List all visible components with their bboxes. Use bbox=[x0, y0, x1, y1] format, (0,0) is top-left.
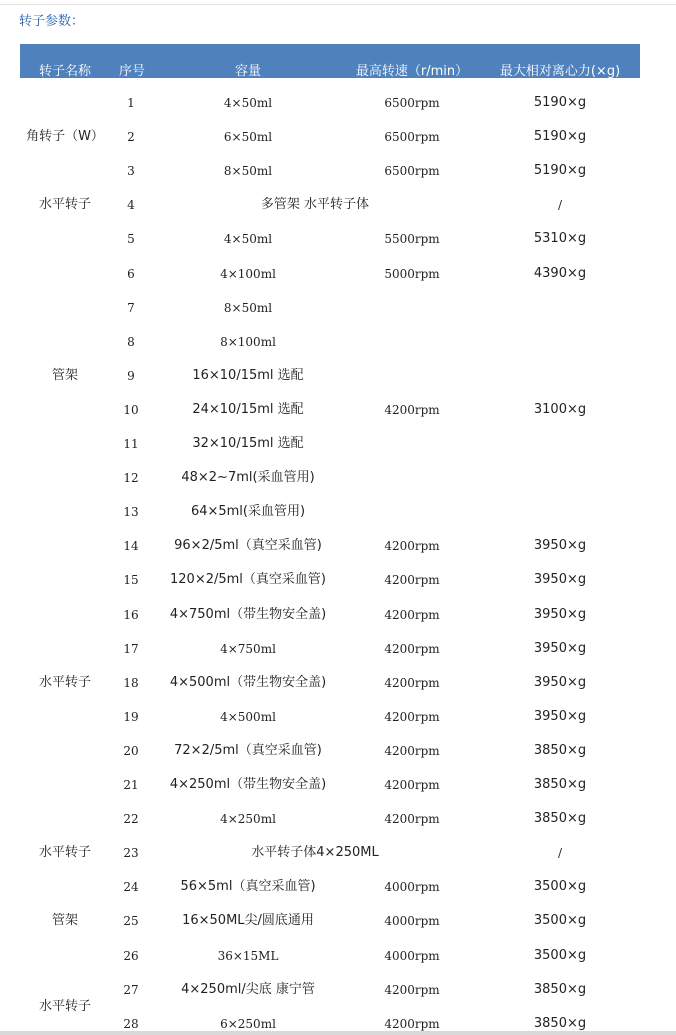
row-capacity: 4×500ml（带生物安全盖) bbox=[169, 674, 327, 690]
row-max-rcf: / bbox=[557, 198, 563, 213]
bottom-divider bbox=[0, 1031, 676, 1035]
row-capacity: 多管架 水平转子体 bbox=[260, 197, 370, 213]
row-index: 13 bbox=[123, 505, 139, 520]
row-max-rcf: 3950×g bbox=[533, 538, 587, 554]
row-max-rcf: 3500×g bbox=[533, 947, 587, 963]
row-max-rcf: 5190×g bbox=[533, 163, 587, 179]
row-max-rcf: 4390×g bbox=[533, 265, 587, 281]
row-max-rcf: 3850×g bbox=[533, 1015, 587, 1031]
row-max-speed: 5500rpm bbox=[384, 232, 440, 247]
row-capacity: 8×50ml bbox=[223, 300, 273, 315]
row-index: 25 bbox=[123, 914, 139, 929]
row-capacity: 16×50ML尖/圆底通用 bbox=[182, 913, 314, 929]
top-divider bbox=[0, 4, 676, 5]
row-capacity: 36×15ML bbox=[217, 948, 279, 963]
row-max-speed: 4200rpm bbox=[384, 675, 440, 690]
table-header bbox=[20, 44, 640, 78]
row-capacity: 6×50ml bbox=[223, 130, 273, 145]
row-max-rcf: 3950×g bbox=[533, 572, 587, 588]
row-max-speed: 4200rpm bbox=[384, 778, 440, 792]
header-capacity: 容量 bbox=[234, 64, 262, 79]
row-capacity: 64×5ml(采血管用) bbox=[190, 504, 306, 520]
row-capacity: 4×250ml（带生物安全盖) bbox=[169, 777, 327, 792]
row-max-speed: 4200rpm bbox=[384, 402, 440, 417]
row-capacity: 4×100ml bbox=[220, 266, 276, 281]
row-capacity: 4×500ml bbox=[220, 709, 276, 724]
row-index: 24 bbox=[123, 880, 139, 895]
row-capacity: 8×50ml bbox=[223, 164, 273, 179]
row-max-rcf: / bbox=[557, 846, 563, 861]
row-max-speed: 4200rpm bbox=[384, 1016, 440, 1031]
rotor-name-cell: 水平转子 bbox=[38, 845, 92, 861]
row-index: 23 bbox=[123, 846, 139, 861]
section-title: 转子参数： bbox=[19, 14, 85, 29]
rotor-name-cell: 水平转子 bbox=[38, 674, 92, 690]
row-max-speed: 4200rpm bbox=[384, 812, 440, 827]
row-capacity: 4×50ml bbox=[223, 96, 273, 110]
row-index: 17 bbox=[123, 641, 139, 656]
row-index: 19 bbox=[123, 709, 139, 724]
row-capacity: 32×10/15ml 选配 bbox=[192, 436, 304, 451]
row-index: 9 bbox=[127, 368, 135, 383]
row-index: 1 bbox=[127, 96, 135, 110]
row-max-rcf: 5190×g bbox=[533, 95, 587, 110]
row-max-speed: 4200rpm bbox=[384, 539, 440, 554]
row-max-rcf: 3100×g bbox=[533, 401, 587, 417]
row-index: 27 bbox=[123, 982, 139, 997]
header-max-rcf: 最大相对离心力(×g) bbox=[499, 64, 621, 79]
row-max-speed: 4000rpm bbox=[384, 948, 440, 963]
rotor-name-cell: 角转子（W） bbox=[26, 129, 104, 145]
row-max-rcf: 5190×g bbox=[533, 129, 587, 145]
row-index: 26 bbox=[123, 948, 139, 963]
row-max-speed: 4200rpm bbox=[384, 709, 440, 724]
row-capacity: 120×2/5ml（真空采血管) bbox=[170, 572, 326, 588]
row-index: 28 bbox=[123, 1016, 139, 1031]
row-capacity: 8×100ml bbox=[220, 334, 276, 349]
row-max-speed: 4200rpm bbox=[384, 573, 440, 588]
row-max-speed: 4000rpm bbox=[384, 880, 440, 895]
row-capacity: 16×10/15ml 选配 bbox=[192, 367, 304, 383]
row-max-speed: 5000rpm bbox=[384, 266, 440, 281]
row-capacity: 56×5ml（真空采血管) bbox=[180, 879, 316, 895]
rotor-name-cell: 管架 bbox=[51, 367, 79, 383]
rotor-name-cell: 管架 bbox=[51, 913, 79, 929]
row-max-speed: 4200rpm bbox=[384, 641, 440, 656]
row-capacity: 4×250ml bbox=[220, 812, 276, 827]
row-index: 18 bbox=[123, 675, 139, 690]
row-capacity: 4×750ml（带生物安全盖) bbox=[169, 606, 327, 622]
row-max-speed: 4200rpm bbox=[384, 982, 440, 997]
row-index: 2 bbox=[127, 130, 135, 145]
row-max-rcf: 3950×g bbox=[533, 674, 587, 690]
row-capacity: 24×10/15ml 选配 bbox=[192, 401, 304, 417]
header-max-speed: 最高转速（r/min） bbox=[355, 64, 469, 79]
row-capacity: 水平转子体4×250ML bbox=[251, 845, 379, 861]
row-index: 20 bbox=[123, 743, 139, 758]
row-capacity: 4×250ml/尖底 康宁管 bbox=[181, 981, 315, 997]
row-max-rcf: 3950×g bbox=[533, 708, 587, 724]
row-index: 16 bbox=[123, 607, 139, 622]
row-capacity: 4×50ml bbox=[223, 232, 273, 247]
row-capacity: 72×2/5ml（真空采血管) bbox=[174, 742, 322, 758]
header-index: 序号 bbox=[118, 64, 146, 79]
row-index: 6 bbox=[127, 266, 135, 281]
row-max-speed: 6500rpm bbox=[384, 96, 440, 110]
row-capacity: 4×750ml bbox=[220, 641, 276, 656]
row-capacity: 48×2~7ml(采血管用) bbox=[181, 470, 315, 486]
row-index: 8 bbox=[127, 334, 135, 349]
row-max-rcf: 3500×g bbox=[533, 913, 587, 929]
row-index: 12 bbox=[123, 471, 139, 486]
row-capacity: 96×2/5ml（真空采血管) bbox=[174, 538, 322, 554]
row-index: 14 bbox=[123, 539, 139, 554]
row-index: 15 bbox=[123, 573, 139, 588]
row-max-rcf: 3500×g bbox=[533, 879, 587, 895]
row-index: 10 bbox=[123, 402, 139, 417]
row-max-speed: 4200rpm bbox=[384, 743, 440, 758]
rotor-name-cell: 水平转子 bbox=[38, 197, 92, 213]
header-rotor-name: 转子名称 bbox=[38, 64, 92, 79]
row-index: 22 bbox=[123, 812, 139, 827]
rotor-name-cell: 水平转子 bbox=[38, 998, 92, 1014]
row-max-rcf: 3850×g bbox=[533, 811, 587, 827]
row-max-speed: 4000rpm bbox=[384, 914, 440, 929]
row-index: 3 bbox=[127, 164, 135, 179]
row-index: 21 bbox=[123, 778, 139, 792]
row-capacity: 6×250ml bbox=[220, 1016, 276, 1031]
row-max-speed: 6500rpm bbox=[384, 164, 440, 179]
row-max-rcf: 3950×g bbox=[533, 606, 587, 622]
row-max-rcf: 3850×g bbox=[533, 777, 587, 792]
row-index: 11 bbox=[123, 437, 139, 451]
row-max-rcf: 5310×g bbox=[533, 231, 587, 247]
row-index: 4 bbox=[127, 198, 135, 213]
row-max-rcf: 3850×g bbox=[533, 981, 587, 997]
row-max-rcf: 3850×g bbox=[533, 742, 587, 758]
row-max-speed: 6500rpm bbox=[384, 130, 440, 145]
row-max-speed: 4200rpm bbox=[384, 607, 440, 622]
row-index: 5 bbox=[127, 232, 135, 247]
row-index: 7 bbox=[127, 300, 135, 315]
row-max-rcf: 3950×g bbox=[533, 640, 587, 656]
